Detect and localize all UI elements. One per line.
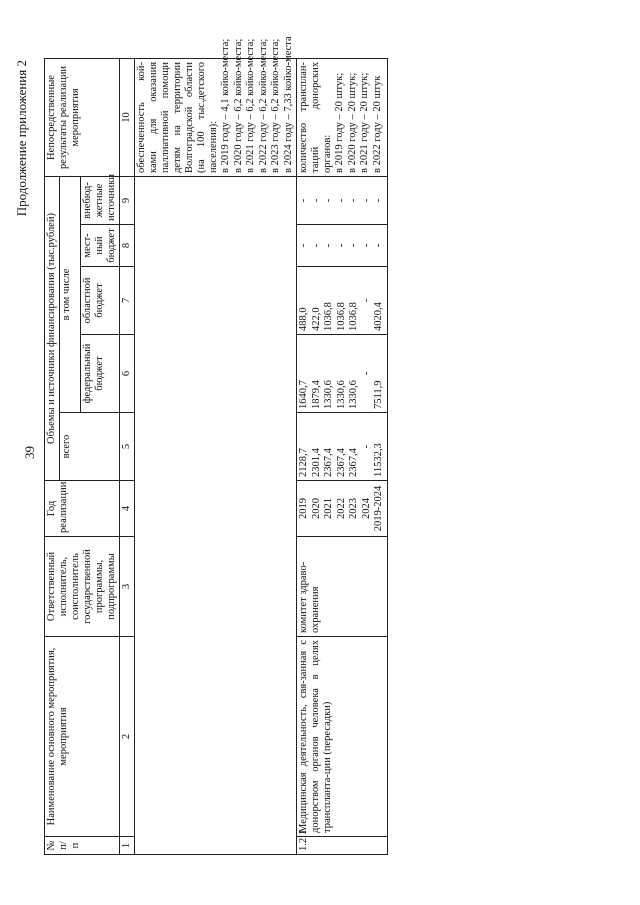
- header-funding: Объемы и источники финансирования (тыс.рублей): [45, 176, 60, 480]
- local-cell: [297, 225, 388, 267]
- total-value: 2367,4: [323, 448, 334, 477]
- local-value: -: [335, 243, 347, 248]
- results-cell: [297, 58, 388, 176]
- federal-value: 1330,6: [323, 380, 334, 409]
- funding-table: [44, 36, 388, 855]
- total-value: 2128,7: [298, 448, 309, 477]
- year-value: 2019: [298, 498, 309, 519]
- total-value: 2367,4: [348, 448, 359, 477]
- header-incl: в том числе: [60, 176, 81, 412]
- results-intro: количество трансплан-таций донорских органов:: [298, 61, 333, 173]
- local-value: -: [298, 243, 309, 248]
- local-value: -: [360, 243, 372, 248]
- continuation-caption: Продолжение приложения 2: [14, 60, 29, 217]
- result-item: в 2022 году – 20 штук: [371, 75, 383, 173]
- regional-value: 1036,8: [348, 302, 359, 331]
- col-number: 1: [120, 837, 135, 855]
- regional-cell: [297, 267, 388, 335]
- previous-result-item: в 2022 году – 6,2 койко-места;: [257, 38, 269, 173]
- header-results: Непосредственные результаты реализации мероприятия: [45, 58, 120, 176]
- extra-value: -: [373, 198, 384, 203]
- result-item: в 2020 году – 20 штук;: [346, 72, 358, 173]
- col-number: 8: [120, 225, 135, 267]
- total-value: 2367,4: [335, 448, 347, 477]
- local-value: -: [323, 243, 334, 248]
- previous-result-item: в 2024 году – 7,33 койко-места: [282, 36, 294, 173]
- col-number: 4: [120, 481, 135, 537]
- header-name: Наименование основного мероприятия, мероприятия: [45, 637, 120, 837]
- extra-cell: [297, 176, 388, 224]
- previous-result-item: в 2020 году – 6,2 койко-места;: [232, 38, 244, 173]
- regional-value: -: [360, 298, 372, 303]
- page-number: 39: [22, 446, 37, 459]
- previous-results-cell: [135, 36, 297, 176]
- year-value: 2020: [310, 498, 322, 519]
- extra-value: -: [335, 198, 347, 203]
- year-value: 2022: [335, 498, 347, 519]
- years-cell: [297, 481, 388, 537]
- measure-name: Медицинская деятельность, свя-занная с донорством органов человека в целях транспланта-ции (пересадки): [297, 637, 388, 837]
- previous-measure-continuation: [135, 58, 297, 854]
- total-cell: [297, 413, 388, 481]
- regional-value: 422,0: [310, 307, 322, 331]
- col-number: 5: [120, 413, 135, 481]
- local-value: -: [310, 243, 322, 248]
- federal-value: 1330,6: [348, 380, 359, 409]
- col-number: 6: [120, 335, 135, 413]
- header-exec: Ответственный исполнитель, соисполнитель государственной программы, подпрограммы: [45, 537, 120, 637]
- regional-value: 488,0: [298, 307, 309, 331]
- header-total: всего: [60, 413, 120, 481]
- previous-results-text: обеспеченность кой-ками для оказания паллиативной помощи детям на территории Волгоградской области (на 100 тыс.детского населения):: [136, 61, 219, 173]
- result-item: в 2021 году – 20 штук;: [359, 72, 370, 173]
- col-number: 2: [120, 637, 135, 837]
- col-number: 10: [120, 58, 135, 176]
- column-number-row: [120, 58, 135, 854]
- federal-value: 1330,6: [335, 380, 347, 409]
- extra-value: -: [323, 198, 334, 203]
- extra-value: -: [348, 198, 359, 203]
- table-row: [297, 58, 388, 854]
- federal-value: 1879,4: [310, 380, 322, 409]
- header-num: № п/п: [45, 837, 120, 855]
- year-value: 2023: [348, 498, 359, 519]
- row-number: 1.2.1.: [297, 837, 388, 855]
- header-year: Год реализации: [45, 481, 120, 537]
- total-value: 11532,3: [373, 443, 384, 477]
- total-value: -: [360, 444, 372, 449]
- col-number: 3: [120, 537, 135, 637]
- col-number: 9: [120, 176, 135, 224]
- previous-result-item: в 2023 году – 6,2 койко-места;: [270, 38, 281, 173]
- year-value: 2021: [323, 498, 334, 519]
- federal-value: 1640,7: [298, 380, 309, 409]
- result-item: в 2019 году – 20 штук;: [334, 72, 345, 173]
- year-value: 2024: [360, 498, 372, 519]
- extra-value: -: [360, 198, 372, 203]
- extra-value: -: [310, 198, 322, 203]
- header-local: мест-ный бюджет: [81, 225, 120, 267]
- federal-value: -: [360, 371, 372, 376]
- local-value: -: [373, 243, 384, 248]
- header-extra: внебюд-жетные источники: [81, 176, 120, 224]
- extra-value: -: [298, 198, 309, 203]
- header-regional: областной бюджет: [81, 267, 120, 335]
- responsible-executor: комитет здраво-охранения: [297, 537, 388, 637]
- federal-cell: [297, 335, 388, 413]
- federal-value: 7511,9: [373, 380, 384, 409]
- regional-value: 1036,8: [335, 302, 347, 331]
- header-federal: федеральный бюджет: [81, 335, 120, 413]
- col-number: 7: [120, 267, 135, 335]
- previous-result-item: в 2021 году – 6,2 койко-места;: [245, 38, 256, 173]
- regional-value: 1036,8: [323, 302, 334, 331]
- regional-value: 4020,4: [373, 302, 384, 331]
- year-value: 2019-2024: [373, 485, 384, 532]
- previous-result-item: в 2019 году – 4,1 койко-места;: [220, 38, 231, 173]
- total-value: 2301,4: [310, 448, 322, 477]
- header-row-1: [45, 58, 60, 854]
- local-value: -: [348, 243, 359, 248]
